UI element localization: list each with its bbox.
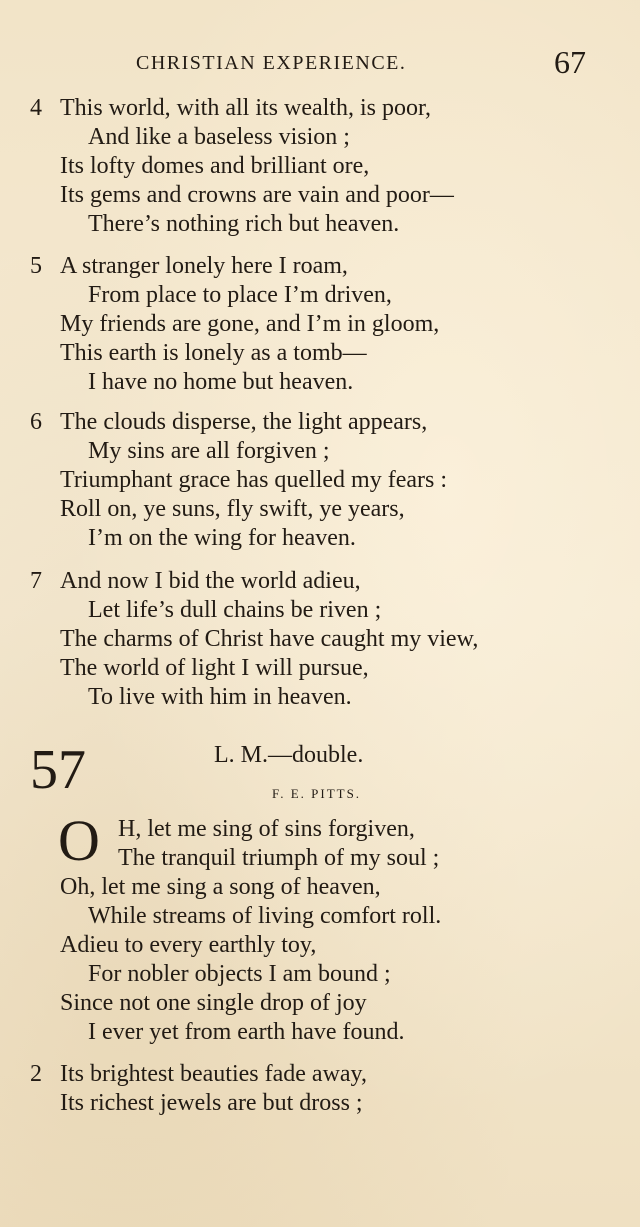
verse-line: This earth is lonely as a tomb— bbox=[60, 340, 367, 366]
hymn-number: 57 bbox=[30, 739, 86, 801]
verse-line: The tranquil triumph of my soul ; bbox=[118, 845, 440, 871]
verse-line: Since not one single drop of joy bbox=[60, 990, 367, 1016]
verse-line: The world of light I will pursue, bbox=[60, 655, 369, 681]
stanza-number: 5 bbox=[30, 253, 42, 279]
verse-line: I’m on the wing for heaven. bbox=[88, 525, 356, 551]
verse-line: 2 Its brightest beauties fade away, bbox=[30, 1061, 367, 1087]
verse-line: I have no home but heaven. bbox=[88, 369, 354, 395]
verse-line: Its richest jewels are but dross ; bbox=[60, 1090, 363, 1116]
verse-line: Roll on, ye suns, fly swift, ye years, bbox=[60, 496, 405, 522]
stanza-4 bbox=[30, 94, 600, 239]
hymn57-stanza-1 bbox=[30, 815, 600, 1047]
page-number: 67 bbox=[554, 44, 586, 80]
verse-line: While streams of living comfort roll. bbox=[88, 903, 442, 929]
verse-line: Let life’s dull chains be riven ; bbox=[88, 597, 382, 623]
verse-line: Its gems and crowns are vain and poor— bbox=[60, 182, 454, 208]
stanza-number: 4 bbox=[30, 95, 42, 121]
stanza-6 bbox=[30, 408, 600, 553]
running-title: CHRISTIAN EXPERIENCE. bbox=[136, 52, 407, 74]
verse-line: My friends are gone, and I’m in gloom, bbox=[60, 311, 440, 337]
stanza-number: 2 bbox=[30, 1061, 42, 1087]
verse-line: For nobler objects I am bound ; bbox=[88, 961, 391, 987]
verse-line: 4 This world, with all its wealth, is poor, bbox=[30, 95, 432, 121]
verse-line: Adieu to every earthly toy, bbox=[60, 932, 317, 958]
verse-line: To live with him in heaven. bbox=[88, 684, 352, 710]
verse-line: My sins are all forgiven ; bbox=[88, 438, 330, 464]
page-header bbox=[136, 44, 586, 82]
hymn-meter: L. M.—double. bbox=[214, 742, 364, 768]
verse-line: Its lofty domes and brilliant ore, bbox=[60, 153, 370, 179]
verse-line: 5 A stranger lonely here I roam, bbox=[30, 253, 348, 279]
verse-line: The charms of Christ have caught my view, bbox=[60, 626, 479, 652]
stanza-7 bbox=[30, 567, 600, 712]
stanza-number: 7 bbox=[30, 568, 42, 594]
verse-line: There’s nothing rich but heaven. bbox=[88, 211, 400, 237]
stanza-number: 6 bbox=[30, 409, 42, 435]
verse-line: 7 And now I bid the world adieu, bbox=[30, 568, 361, 594]
verse-line: Oh, let me sing a song of heaven, bbox=[60, 874, 381, 900]
hymn57-stanza-2 bbox=[30, 1060, 600, 1118]
verse-line: I ever yet from earth have found. bbox=[88, 1019, 405, 1045]
drop-cap: O bbox=[58, 808, 100, 873]
stanza-5 bbox=[30, 252, 600, 397]
verse-line: From place to place I’m driven, bbox=[88, 282, 392, 308]
verse-line: And like a baseless vision ; bbox=[88, 124, 350, 150]
verse-line: 6 The clouds disperse, the light appears, bbox=[30, 409, 428, 435]
verse-line: H, let me sing of sins forgiven, bbox=[118, 816, 415, 842]
hymn-author: F. E. PITTS. bbox=[272, 786, 362, 801]
verse-line: Triumphant grace has quelled my fears : bbox=[60, 467, 448, 493]
